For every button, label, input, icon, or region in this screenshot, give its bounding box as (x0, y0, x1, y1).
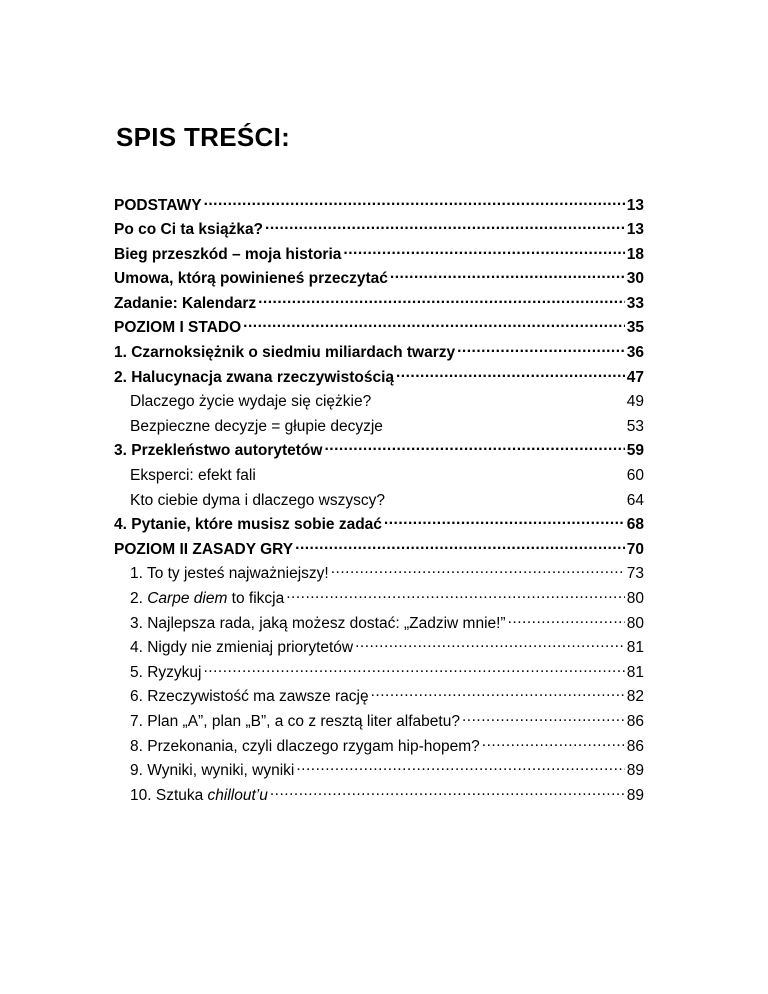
dot-leader (295, 538, 625, 554)
toc-entry-label-pre: 2. (130, 590, 148, 607)
toc-entry (114, 489, 644, 514)
toc-entry-label: 9. Wyniki, wyniki, wyniki (130, 762, 295, 780)
toc-entry (114, 735, 644, 760)
toc-entry-label: Umowa, którą powinieneś przeczytać (114, 270, 388, 288)
toc-entry-label: 3. Przekleństwo autorytetów (114, 442, 323, 460)
toc-entry (114, 710, 644, 735)
table-of-contents (114, 194, 644, 809)
dot-leader (258, 292, 625, 308)
toc-entry-label: Eksperci: efekt fali (130, 467, 256, 485)
leader-space (385, 415, 625, 431)
dot-leader (324, 440, 624, 456)
toc-entry-page: 81 (626, 639, 644, 657)
dot-leader (331, 563, 625, 579)
toc-entry-label (114, 787, 268, 805)
dot-leader (390, 268, 625, 284)
toc-entry-label: 1. To ty jesteś najważniejszy! (130, 565, 329, 583)
toc-entry (114, 784, 644, 809)
toc-entry-label: 5. Ryzykuj (130, 663, 202, 681)
toc-entry-page: 36 (626, 344, 644, 362)
toc-entry-label (114, 590, 284, 608)
dot-leader (482, 735, 625, 751)
toc-entry-page: 73 (626, 565, 644, 583)
toc-entry-page: 47 (626, 368, 644, 386)
toc-entry-page: 70 (626, 540, 644, 558)
toc-entry-page: 89 (626, 762, 644, 780)
toc-title: SPIS TREŚCI: (116, 122, 291, 152)
toc-entry-page: 13 (626, 221, 644, 239)
toc-entry-label: 7. Plan „A”, plan „B”, a co z resztą liter alfabetu? (130, 712, 460, 730)
toc-entry (114, 588, 644, 613)
leader-space (258, 465, 625, 481)
dot-leader (286, 588, 625, 604)
toc-entry (114, 760, 644, 785)
dot-leader (243, 317, 625, 333)
dot-leader (204, 661, 625, 677)
toc-entry-label: 3. Najlepsza rada, jaką możesz dostać: „Zadziw mnie!” (130, 614, 506, 632)
leader-space (387, 489, 625, 505)
toc-entry-page: 30 (626, 270, 644, 288)
toc-entry-label: Zadanie: Kalendarz (114, 294, 257, 312)
toc-entry-page: 81 (626, 663, 644, 681)
toc-entry-label-italic: chillout’u (207, 786, 268, 804)
toc-entry (114, 538, 644, 563)
toc-entry-label: POZIOM II ZASADY GRY (114, 540, 294, 558)
toc-entry-page: 86 (626, 712, 644, 730)
toc-entry-page: 64 (626, 491, 644, 509)
toc-entry-page: 18 (626, 245, 644, 263)
toc-entry-page: 86 (626, 737, 644, 755)
dot-leader (296, 760, 624, 776)
toc-entry-label: POZIOM I STADO (114, 319, 242, 337)
dot-leader (508, 612, 625, 628)
toc-entry-page: 49 (626, 393, 644, 411)
toc-entry-page: 60 (626, 467, 644, 485)
toc-entry (114, 342, 644, 367)
toc-entry-page: 13 (626, 196, 644, 214)
toc-entry (114, 268, 644, 293)
dot-leader (343, 243, 624, 259)
toc-entry (114, 637, 644, 662)
toc-entry-page: 68 (626, 516, 644, 534)
toc-entry (114, 686, 644, 711)
toc-entry (114, 612, 644, 637)
dot-leader (265, 219, 625, 235)
toc-entry-label: 1. Czarnoksiężnik o siedmiu miliardach twarzy (114, 344, 456, 362)
dot-leader (396, 366, 625, 382)
toc-entry-label: 4. Pytanie, które musisz sobie zadać (114, 516, 382, 534)
toc-entry (114, 194, 644, 219)
dot-leader (355, 637, 625, 653)
toc-entry (114, 415, 644, 440)
dot-leader (384, 514, 625, 530)
dot-leader (462, 710, 625, 726)
toc-entry-label-post: to fikcja (227, 590, 285, 607)
toc-entry (114, 391, 644, 416)
toc-entry (114, 243, 644, 268)
toc-entry (114, 317, 644, 342)
toc-entry-label: 6. Rzeczywistość ma zawsze rację (130, 688, 369, 706)
toc-entry (114, 661, 644, 686)
toc-entry-page: 59 (626, 442, 644, 460)
toc-entry (114, 563, 644, 588)
toc-entry-page: 82 (626, 688, 644, 706)
dot-leader (371, 686, 625, 702)
dot-leader (270, 784, 625, 800)
toc-entry (114, 440, 644, 465)
toc-entry-label-italic: Carpe diem (147, 590, 228, 607)
toc-entry-label: 8. Przekonania, czyli dlaczego rzygam hip-hopem? (130, 737, 480, 755)
toc-entry (114, 292, 644, 317)
toc-entry-page: 80 (626, 614, 644, 632)
dot-leader (204, 194, 625, 210)
toc-entry-page: 53 (626, 417, 644, 435)
toc-entry-label: Bezpieczne decyzje = głupie decyzje (130, 417, 383, 435)
toc-entry-label: Dlaczego życie wydaje się ciężkie? (130, 393, 372, 411)
toc-entry-page: 80 (626, 590, 644, 607)
toc-entry-page: 35 (626, 319, 644, 337)
toc-entry-label-pre: 10. Sztuka (130, 786, 208, 804)
toc-entry-label: Kto ciebie dyma i dlaczego wszyscy? (130, 491, 386, 509)
dot-leader (457, 342, 625, 358)
toc-entry-label: Bieg przeszkód – moja historia (114, 245, 342, 263)
toc-entry (114, 465, 644, 490)
toc-entry (114, 219, 644, 244)
toc-entry-label: Po co Ci ta książka? (114, 221, 264, 239)
toc-entry-label: 2. Halucynacja zwana rzeczywistością (114, 368, 394, 386)
toc-entry (114, 366, 644, 391)
toc-entry (114, 514, 644, 539)
leader-space (373, 391, 625, 407)
toc-entry-page: 33 (626, 294, 644, 312)
toc-entry-label: 4. Nigdy nie zmieniaj priorytetów (130, 639, 354, 657)
toc-entry-label: PODSTAWY (114, 196, 202, 214)
toc-entry-page: 89 (626, 786, 644, 804)
